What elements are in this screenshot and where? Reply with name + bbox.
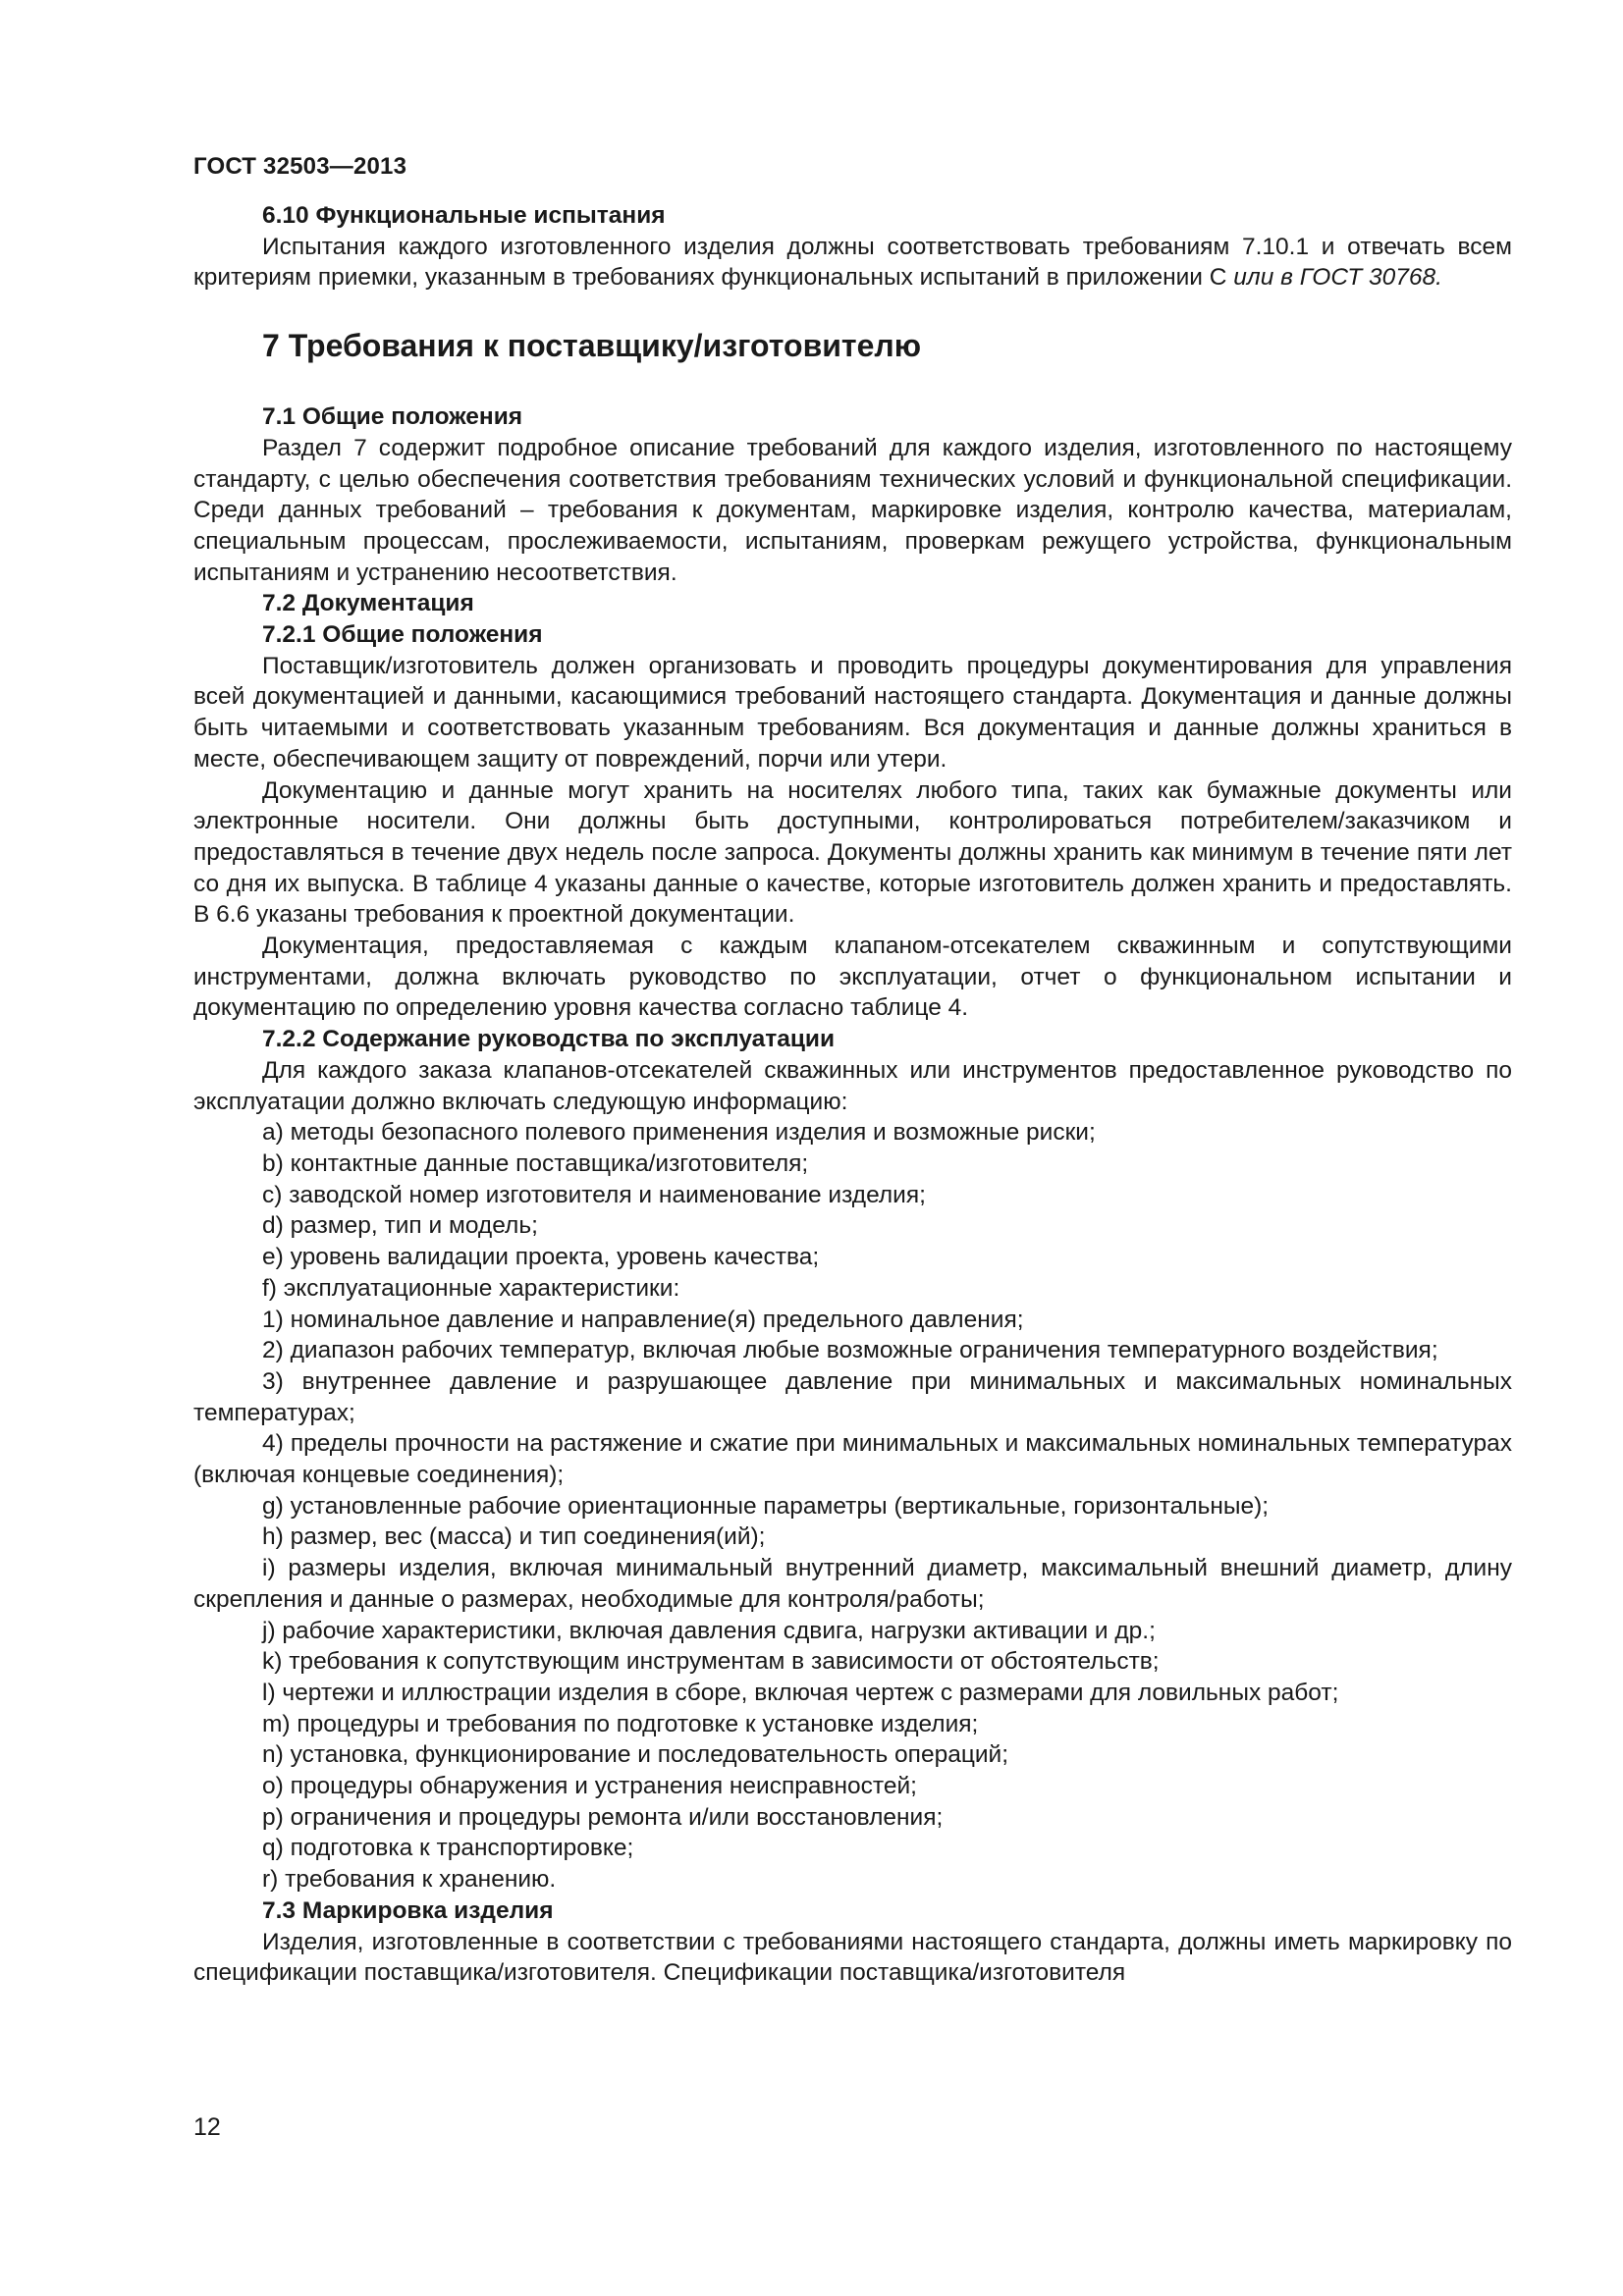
- section-7-2-1-paragraph-2: Документацию и данные могут хранить на носителях любого типа, таких как бумажные документы или электронные носители. Они должны быть доступными, контролироваться потребителем/заказчиком и предоставляться в течение двух недель после запроса. Документы должны хранить как минимум в течение пяти лет со дня их выпуска. В таблице 4 указаны данные о качестве, которые изготовитель должен хранить и предоставлять. В 6.6 указаны требования к проектной документации.: [193, 776, 1512, 929]
- section-7-2-2-paragraph: Для каждого заказа клапанов-отсекателей скважинных или инструментов предоставленное руководство по эксплуатации должно включать следующую информацию:: [193, 1056, 1512, 1115]
- section-6-10-text: Испытания каждого изготовленного изделия должны соответствовать требованиям 7.10.1 и отвечать всем критериям приемки, указанным в требованиях функциональных испытаний в приложении С: [193, 233, 1512, 292]
- section-7-2-1-title: 7.2.1 Общие положения: [262, 621, 543, 649]
- list-item: 3) внутреннее давление и разрушающее давление при минимальных и максимальных номинальных температурах;: [193, 1367, 1512, 1426]
- list-item: r) требования к хранению.: [262, 1866, 557, 1894]
- section-7-3-paragraph: Изделия, изготовленные в соответствии с требованиями настоящего стандарта, должны иметь маркировку по спецификации поставщика/изготовителя. Спецификации поставщика/изготовителя: [193, 1928, 1512, 1987]
- list-item: 2) диапазон рабочих температур, включая любые возможные ограничения температурного воздействия;: [262, 1337, 1438, 1364]
- document-body: [193, 200, 1512, 1989]
- page-number: 12: [193, 2113, 221, 2141]
- list-item: m) процедуры и требования по подготовке к установке изделия;: [262, 1710, 979, 1737]
- section-6-10-paragraph: [193, 232, 1512, 294]
- section-7-2-1-paragraph-1: Поставщик/изготовитель должен организовать и проводить процедуры документирования для управления всей документацией и данными, касающимися требований настоящего стандарта. Документация и данные должны быть читаемыми и соответствовать указанным требованиям. Вся документация и данные должны храниться в месте, обеспечивающем защиту от повреждений, порчи или утери.: [193, 652, 1512, 773]
- list-item: 1) номинальное давление и направление(я) предельного давления;: [262, 1306, 1024, 1333]
- list-item: j) рабочие характеристики, включая давления сдвига, нагрузки активации и др.;: [262, 1617, 1156, 1644]
- list-item: k) требования к сопутствующим инструментам в зависимости от обстоятельств;: [262, 1648, 1160, 1676]
- list-item: h) размер, вес (масса) и тип соединения(ий);: [262, 1523, 766, 1551]
- section-6-10-reference: или в ГОСТ 30768.: [1233, 264, 1442, 292]
- list-item: g) установленные рабочие ориентационные параметры (вертикальные, горизонтальные);: [262, 1492, 1270, 1520]
- list-item: n) установка, функционирование и последовательность операций;: [262, 1741, 1009, 1769]
- list-item: d) размер, тип и модель;: [262, 1212, 538, 1240]
- list-item: о) процедуры обнаружения и устранения неисправностей;: [262, 1773, 917, 1800]
- section-6-10-title: 6.10 Функциональные испытания: [262, 202, 666, 229]
- list-item: с) заводской номер изготовителя и наименование изделия;: [262, 1181, 926, 1208]
- section-7-2-1-paragraph-3: Документация, предоставляемая с каждым клапаном-отсекателем скважинным и сопутствующими инструментами, должна включать руководство по эксплуатации, отчет о функциональном испытании и документацию по определению уровня качества согласно таблице 4.: [193, 933, 1512, 1022]
- requirements-list: [193, 1117, 1512, 1896]
- list-item: b) контактные данные поставщика/изготовителя;: [262, 1149, 809, 1177]
- list-item: 4) пределы прочности на растяжение и сжатие при минимальных и максимальных номинальных температурах (включая концевые соединения);: [193, 1430, 1512, 1489]
- list-item: а) методы безопасного полевого применения изделия и возможные риски;: [262, 1119, 1096, 1147]
- list-item: l) чертежи и иллюстрации изделия в сборе, включая чертеж с размерами для ловильных работ;: [262, 1679, 1339, 1706]
- section-7-2-2-title: 7.2.2 Содержание руководства по эксплуатации: [262, 1026, 836, 1053]
- section-7-3-title: 7.3 Маркировка изделия: [262, 1896, 554, 1924]
- section-7-2-title: 7.2 Документация: [262, 590, 474, 617]
- list-item: f) эксплуатационные характеристики:: [262, 1274, 680, 1302]
- list-item: р) ограничения и процедуры ремонта и/или восстановления;: [262, 1803, 944, 1831]
- list-item: е) уровень валидации проекта, уровень качества;: [262, 1244, 820, 1271]
- document-header: ГОСТ 32503—2013: [193, 153, 407, 180]
- section-7-1-paragraph: Раздел 7 содержит подробное описание требований для каждого изделия, изготовленного по настоящему стандарту, с целью обеспечения соответствия требованиям технических условий и функциональной спецификации. Среди данных требований – требования к документам, маркировке изделия, контролю качества, материалам, специальным процессам, прослеживаемости, испытаниям, проверкам режущего устройства, функциональным испытаниям и устранению несоответствия.: [193, 434, 1512, 586]
- list-item: q) подготовка к транспортировке;: [262, 1835, 634, 1862]
- section-7-heading: 7 Требования к поставщику/изготовителю: [262, 328, 922, 364]
- section-7-1-title: 7.1 Общие положения: [262, 403, 523, 431]
- list-item: i) размеры изделия, включая минимальный внутренний диаметр, максимальный внешний диаметр, длину скрепления и данные о размерах, необходимые для контроля/работы;: [193, 1555, 1512, 1613]
